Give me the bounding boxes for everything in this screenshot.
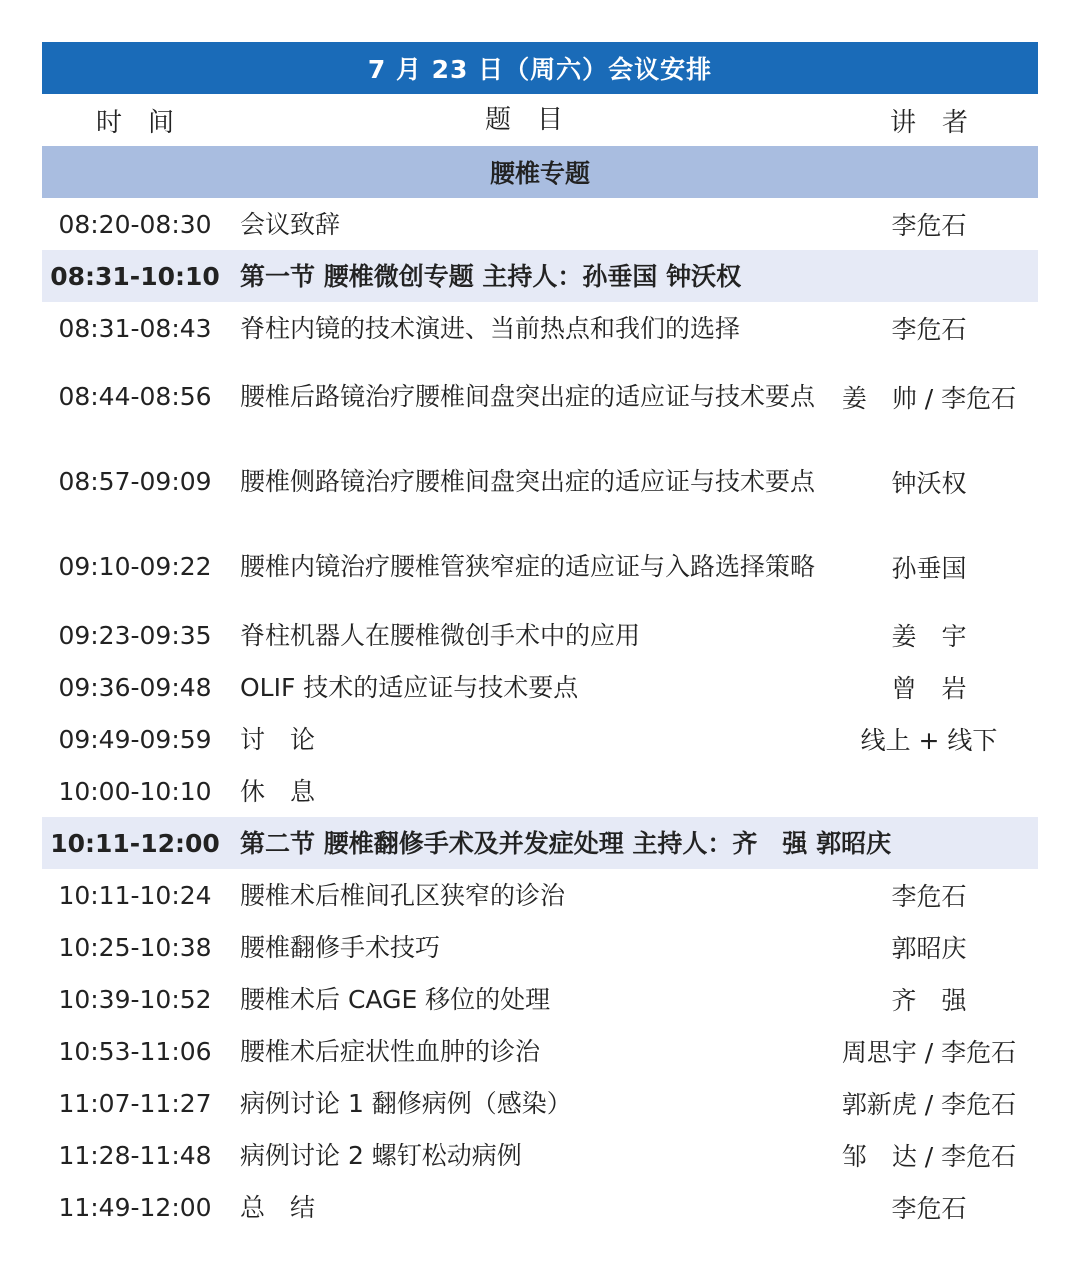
schedule-row xyxy=(42,713,1038,765)
row-time: 11:49-12:00 xyxy=(58,1192,212,1222)
section-title: 腰椎专题 xyxy=(42,146,1038,198)
row-speaker: 姜 帅 / 李危石 xyxy=(841,383,1017,413)
schedule-table xyxy=(42,42,1038,1233)
row-speaker: 姜 宇 xyxy=(891,622,967,651)
row-speaker: 齐 强 xyxy=(891,986,967,1015)
row-speaker: 线上 + 线下 xyxy=(860,726,998,755)
row-time: 10:11-12:00 xyxy=(50,828,220,858)
row-topic: 总 结 xyxy=(240,1192,316,1222)
row-time: 10:00-10:10 xyxy=(58,776,212,806)
row-speaker: 李危石 xyxy=(891,882,967,911)
schedule-row xyxy=(42,869,1038,921)
row-time: 08:57-09:09 xyxy=(58,467,212,496)
row-time: 08:20-08:30 xyxy=(58,209,212,239)
schedule-row xyxy=(42,1129,1038,1181)
header-speaker: 讲 者 xyxy=(889,107,968,138)
row-time: 08:31-10:10 xyxy=(50,261,220,291)
row-topic: 脊柱机器人在腰椎微创手术中的应用 xyxy=(240,620,641,650)
schedule-row xyxy=(42,354,1038,439)
schedule-row xyxy=(42,973,1038,1025)
row-topic: 腰椎术后椎间孔区狭窄的诊治 xyxy=(240,880,566,910)
row-speaker: 钟沃权 xyxy=(891,468,967,498)
row-time: 10:25-10:38 xyxy=(58,932,212,962)
schedule-row xyxy=(42,302,1038,354)
column-headers xyxy=(42,94,1038,146)
header-time: 时 间 xyxy=(95,107,174,138)
row-time: 11:28-11:48 xyxy=(58,1140,212,1170)
session-header-row xyxy=(42,250,1038,302)
schedule-row xyxy=(42,661,1038,713)
row-speaker: 邹 达 / 李危石 xyxy=(841,1142,1017,1171)
row-speaker: 孙垂国 xyxy=(891,553,967,583)
schedule-rows xyxy=(42,198,1038,1233)
row-topic: 腰椎侧路镜治疗腰椎间盘突出症的适应证与技术要点 xyxy=(240,467,816,496)
schedule-row xyxy=(42,524,1038,609)
row-topic: 讨 论 xyxy=(240,724,316,754)
row-topic: 休 息 xyxy=(240,776,316,806)
schedule-row xyxy=(42,439,1038,524)
row-time: 11:07-11:27 xyxy=(58,1088,212,1118)
row-topic: 病例讨论 2 螺钉松动病例 xyxy=(240,1140,522,1170)
row-speaker: 郭新虎 / 李危石 xyxy=(841,1090,1017,1119)
row-topic: 腰椎术后症状性血肿的诊治 xyxy=(240,1036,541,1066)
row-speaker: 曾 岩 xyxy=(891,674,967,703)
schedule-row xyxy=(42,921,1038,973)
schedule-title: 7 月 23 日（周六）会议安排 xyxy=(42,42,1038,94)
row-topic: 病例讨论 1 翻修病例（感染） xyxy=(240,1088,572,1118)
schedule-row xyxy=(42,1077,1038,1129)
row-speaker: 李危石 xyxy=(891,315,967,344)
row-time: 09:10-09:22 xyxy=(58,552,212,581)
row-topic: 第一节 腰椎微创专题 主持人：孙垂国 钟沃权 xyxy=(240,261,742,291)
row-topic: OLIF 技术的适应证与技术要点 xyxy=(240,672,579,702)
schedule-row xyxy=(42,1181,1038,1233)
row-speaker: 李危石 xyxy=(891,1194,967,1223)
header-topic: 题 目 xyxy=(484,104,563,135)
row-time: 10:39-10:52 xyxy=(58,984,212,1014)
row-topic: 脊柱内镜的技术演进、当前热点和我们的选择 xyxy=(240,313,741,343)
row-time: 10:11-10:24 xyxy=(58,880,212,910)
row-time: 08:31-08:43 xyxy=(58,313,212,343)
row-topic: 腰椎后路镜治疗腰椎间盘突出症的适应证与技术要点 xyxy=(240,382,816,411)
row-time: 10:53-11:06 xyxy=(58,1036,212,1066)
row-speaker: 李危石 xyxy=(891,211,967,240)
row-speaker: 郭昭庆 xyxy=(891,934,967,963)
row-time: 08:44-08:56 xyxy=(58,382,212,411)
row-time: 09:36-09:48 xyxy=(58,672,212,702)
row-speaker: 周思宇 / 李危石 xyxy=(841,1038,1017,1067)
row-time: 09:23-09:35 xyxy=(58,620,212,650)
schedule-row xyxy=(42,1025,1038,1077)
row-topic: 腰椎术后 CAGE 移位的处理 xyxy=(240,984,551,1014)
row-topic: 腰椎内镜治疗腰椎管狭窄症的适应证与入路选择策略 xyxy=(240,552,816,581)
row-topic: 第二节 腰椎翻修手术及并发症处理 主持人：齐 强 郭昭庆 xyxy=(240,828,892,858)
schedule-row xyxy=(42,765,1038,817)
schedule-row xyxy=(42,609,1038,661)
schedule-row xyxy=(42,198,1038,250)
session-header-row xyxy=(42,817,1038,869)
row-topic: 会议致辞 xyxy=(240,209,341,239)
row-topic: 腰椎翻修手术技巧 xyxy=(240,932,441,962)
row-time: 09:49-09:59 xyxy=(58,724,212,754)
